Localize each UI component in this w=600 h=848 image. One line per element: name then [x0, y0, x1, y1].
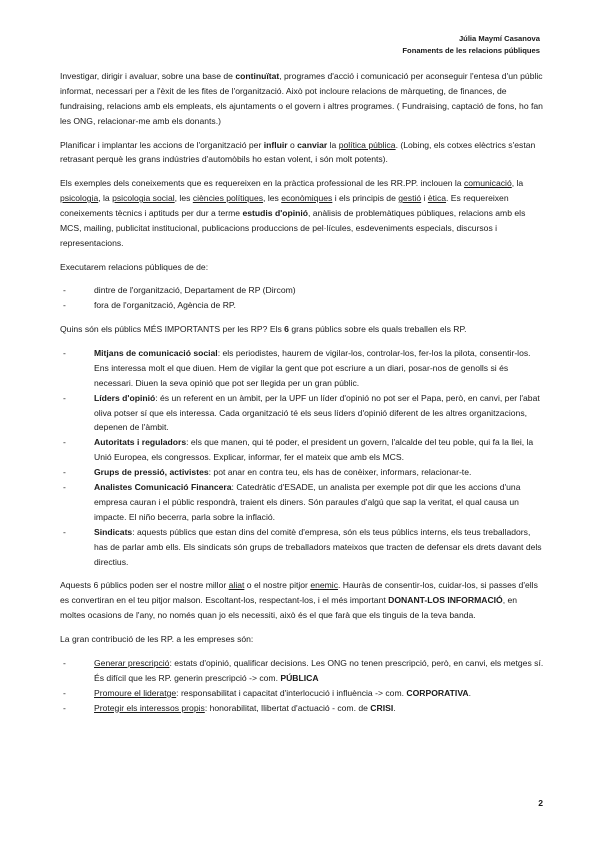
bold-text: PÚBLICA: [280, 672, 319, 683]
paragraph-publics-question: [60, 322, 544, 337]
list-item: [60, 346, 544, 391]
list-item-text: : honorabilitat, llibertat d'actuació - com. de: [204, 702, 371, 713]
paragraph-execute: Executarem relacions públiques de de:: [60, 261, 209, 272]
list-locations: [60, 283, 544, 313]
text: Investigar, dirigir i avaluar, sobre una base de: [60, 71, 236, 81]
bold-text: CRISI: [370, 702, 394, 713]
list-item-text: : responsabilitat i capacitat d'interlocució i influència -> com.: [176, 687, 407, 698]
list-item-text: : els que manen, qui té poder, el president un govern, l'alcalde del teu poble, qui fa la llei, la Unió Europea, els congressos. Explicar, informar, fer el mateix que amb els MCS.: [94, 437, 534, 463]
bold-text: canviar: [297, 139, 328, 150]
bold-text: 6: [284, 324, 289, 335]
underlined-text: psicologia: [60, 193, 99, 204]
text: .: [468, 687, 472, 698]
paragraph-planning: [60, 138, 544, 168]
list-item-title: Analistes Comunicació Financera: [94, 482, 232, 493]
list-item-title: Grups de pressió, activistes: [94, 467, 209, 478]
page-content: [60, 69, 544, 724]
dash: -: [63, 467, 66, 478]
dash: -: [63, 687, 66, 698]
underlined-text: gestió: [398, 193, 422, 204]
text: , en moltes ocasions de l'any, no només quan jo els necessiti, això és el que farà que els tinguis de la teva banda.: [60, 595, 518, 621]
list-item: [60, 686, 544, 701]
list-item: [60, 283, 544, 298]
paragraph-allies: [60, 578, 544, 623]
text: Quins són els públics MÉS IMPORTANTS per les RP? Els: [60, 324, 285, 335]
dash: -: [63, 702, 66, 713]
dash: -: [63, 482, 66, 493]
paragraph-knowledge: [60, 176, 544, 251]
dash: -: [63, 657, 66, 668]
underlined-text: ciències polítiques: [192, 193, 264, 204]
dash: -: [63, 526, 66, 537]
list-item: [60, 525, 544, 570]
bold-text: influir: [263, 139, 288, 150]
text: , anàlisis de problemàtiques públiques, relacions amb els MCS, mailing, publicitat institucional, publicacions produccions de pel·lícules, esdeveniments especials, discursos i representacions.: [60, 208, 526, 248]
list-item-title: Autoritats i reguladors: [94, 437, 187, 448]
underlined-text: Generar prescripció: [94, 657, 170, 668]
text: , les: [174, 193, 193, 204]
list-item-title: Sindicats: [94, 526, 133, 537]
list-item-text: dintre de l'organització, Departament de RP (Dircom): [94, 285, 296, 296]
underlined-text: Protegir els interessos propis: [94, 702, 205, 713]
list-item-text: : és un referent en un àmbit, per la UPF un líder d'opinió no pot ser el Papa, però, en canvi, per l'abat oliva potser sí que els interessa. Cada organització té els seus líders d'opinió diferent de les altres organitzacions, depenen de l'àmbit.: [94, 392, 540, 433]
list-item-text: : els periodistes, haurem de vigilar-los, controlar-los, fer-los la pilota, consentir-los. Ens interessa molt el que diuen. Hem de vigilar la gent que pot escriure a un diari, posar-nos de genolls si és necessari. Diuen la seva opinió que pot ser llegida per un gran públic.: [94, 347, 531, 388]
bold-text: DONANT-LOS INFORMACIÓ: [388, 595, 503, 606]
list-item-text: : pot anar en contra teu, els has de conèixer, informars, relacionar-te.: [208, 467, 472, 478]
text: . Es requereixen coneixements tècnics i aptituds per dur a terme: [60, 193, 509, 219]
paragraph-contribution: La gran contribució de les RP. a les empreses són:: [60, 634, 254, 645]
text: Aquests 6 públics poden ser el nostre millor: [60, 580, 229, 591]
dash: -: [63, 300, 66, 311]
text: , les: [263, 193, 282, 204]
list-item: [60, 701, 544, 716]
underlined-text: enemic: [310, 580, 339, 591]
paragraph-definition: [60, 69, 544, 129]
text: o: [287, 139, 298, 150]
text: . (Lobing, els cotxes elèctrics s'estan retrasant perquè les grans indústries d'automòbils ho estan volent, i són molt potents).: [60, 139, 536, 165]
list-item: [60, 480, 544, 525]
text: grans públics sobre els quals treballen els RP.: [288, 324, 467, 335]
header-author: Júlia Maymí Casanova: [458, 34, 540, 43]
list-item-text: : estats d'opinió, qualificar decisions. Les ONG no tenen prescripció, però, en canvi, els metges sí. És difícil que les RP. generin prescripció -> com.: [94, 657, 544, 683]
list-item: [60, 298, 544, 313]
list-item-text: : Catedràtic d'ESADE, un analista per exemple pot dir que les accions d'una empresa cauran i el públic respondrà, traient els diners. Són paraules d'algú que sap la veritat, el qual causa un impacte. El niño becerra, parla sobre la inflació.: [94, 482, 521, 522]
text: , la: [511, 178, 524, 189]
page-number: 2: [538, 798, 543, 808]
list-item-text: fora de l'organització, Agència de RP.: [94, 300, 236, 311]
text: la: [327, 139, 339, 150]
list-item: [60, 465, 544, 480]
list-contributions: [60, 656, 544, 716]
list-item: [60, 656, 544, 686]
text: .: [393, 702, 396, 713]
text: o el nostre pitjor: [244, 580, 311, 591]
text: , programes d'acció i comunicació per aconseguir l'entesa d'un públic informat, necessari per a l'èxit de les fites de l'organització. Això pot incloure relacions de màrqueting, de finances, de fundraising, relacions amb els empleats, els ajuntaments o el govern i altres programes. ( Fundraising, captació de fons, ho fan les ONG, relacionar-me amb els donants.): [60, 71, 543, 126]
page-header: [402, 33, 540, 57]
list-publics: [60, 346, 544, 570]
bold-text: estudis d'opinió: [242, 208, 309, 219]
underlined-text: ètica: [427, 193, 447, 204]
underlined-text: psicologia social: [112, 193, 175, 204]
list-item: [60, 391, 544, 436]
underlined-text: aliat: [228, 580, 245, 591]
text: i els principis de: [332, 193, 399, 204]
underlined-text: política pública: [338, 139, 396, 150]
header-subtitle: Fonaments de les relacions públiques: [402, 46, 540, 55]
list-item-text: : aquests públics que estan dins del comitè d'empresa, són els teus públics interns, els teus treballadors, has de parlar amb ells. Els sindicats són grups de treballadors mateixos que tracten de defensar els drets davant dels directius.: [94, 526, 542, 567]
bold-text: continuïtat: [235, 71, 280, 81]
underlined-text: Promoure el lideratge: [94, 687, 177, 698]
text: . Hauràs de consentir-los, cuidar-los, si passes d'ells es convertiran en el teu pitjor malson. Escoltant-los, respectant-los, i el més important: [60, 580, 538, 606]
list-item-title: Líders d'opinió: [94, 392, 156, 403]
text: Planificar i implantar les accions de l'organització per: [60, 139, 264, 150]
bold-text: CORPORATIVA: [406, 687, 469, 698]
dash: -: [63, 347, 66, 358]
dash: -: [63, 285, 66, 296]
text: Els exemples dels coneixements que es requereixen en la pràctica professional de les RR.PP. inclouen la: [60, 178, 464, 189]
dash: -: [63, 392, 66, 403]
text: , la: [98, 193, 113, 204]
underlined-text: econòmiques: [281, 193, 333, 204]
list-item-title: Mitjans de comunicació social: [94, 347, 218, 358]
underlined-text: comunicació: [463, 178, 512, 189]
text: i: [421, 193, 428, 204]
list-item: [60, 435, 544, 465]
dash: -: [63, 437, 66, 448]
